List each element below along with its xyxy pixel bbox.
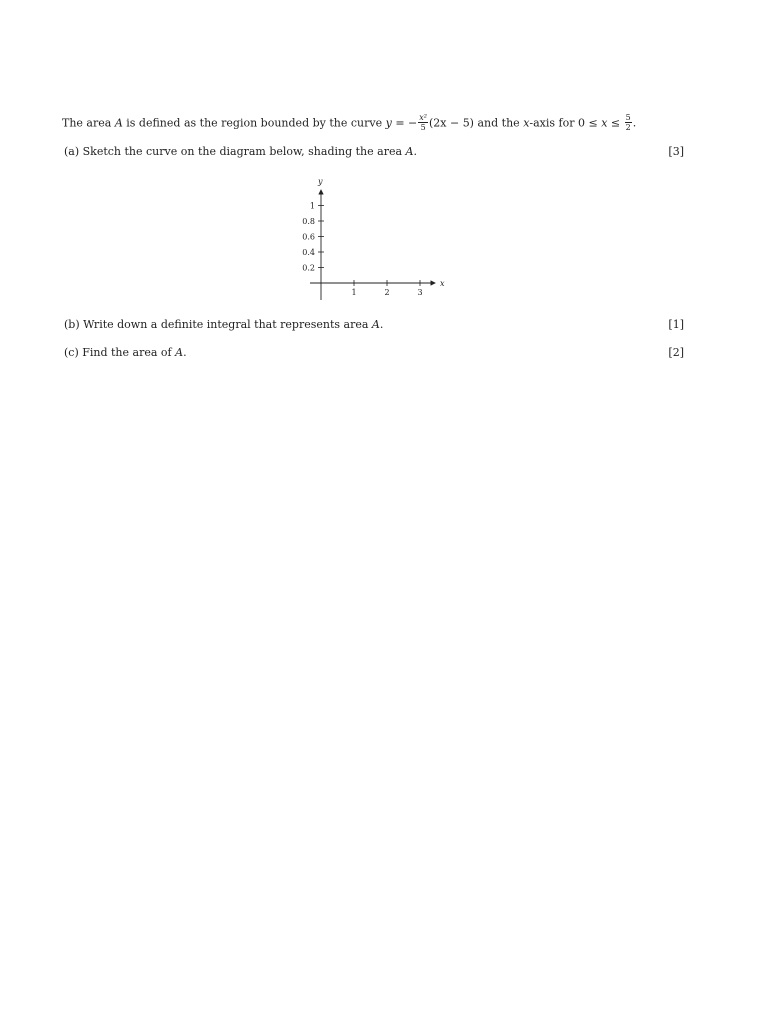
- fraction-numerator: x²: [419, 113, 427, 122]
- question-b-text: (b) Write down a definite integral that represents area: [64, 318, 372, 331]
- question-b-end: .: [379, 318, 384, 331]
- y-tick-label: 1: [309, 201, 315, 211]
- fraction-numerator: 5: [625, 113, 631, 122]
- question-a-text: (a) Sketch the curve on the diagram below, shading the area: [64, 145, 406, 158]
- marks-c: [2]: [668, 346, 684, 359]
- fraction-denominator: 2: [625, 123, 631, 132]
- fraction-denominator: 5: [420, 123, 426, 132]
- x-tick-label: 1: [351, 288, 357, 297]
- paren-expression: (2x − 5): [428, 116, 474, 130]
- x-axis-label: x: [440, 279, 445, 288]
- axes-diagram: [280, 172, 460, 302]
- x-variable: x: [523, 116, 530, 130]
- y-axis-label: y: [318, 177, 323, 186]
- var-a: A: [114, 116, 123, 130]
- intro-text-2: is defined as the region bounded by the curve: [122, 116, 386, 130]
- x-variable-2: x: [601, 116, 608, 130]
- y-tick-label: 0.2: [302, 263, 315, 273]
- y-tick-label: 0.4: [302, 248, 315, 257]
- question-c-end: .: [183, 346, 187, 359]
- intro-text-1: The area: [62, 116, 115, 130]
- fraction-5-over-2: [625, 113, 632, 132]
- intro-end: .: [632, 116, 637, 130]
- y-equals: y = −: [385, 116, 418, 130]
- x-ticks: [351, 280, 422, 297]
- axes-svg: [280, 172, 460, 302]
- intro-text-3: and the: [473, 116, 524, 130]
- problem-statement: [62, 114, 636, 133]
- fraction-x2-over-5: [418, 113, 428, 132]
- question-b: [64, 318, 383, 331]
- y-tick-label: 0.8: [302, 217, 315, 226]
- y-tick-label: 0.6: [302, 232, 315, 242]
- x-tick-label: 2: [384, 288, 390, 297]
- var-a: A: [371, 318, 380, 331]
- var-a: A: [405, 145, 414, 158]
- intro-text-4: -axis for 0 ≤: [529, 116, 602, 130]
- question-c: [64, 346, 187, 359]
- marks-a: [3]: [668, 145, 684, 158]
- question-a-end: .: [413, 145, 417, 158]
- question-c-text: (c) Find the area of: [64, 346, 176, 359]
- leq-symbol: ≤: [607, 116, 624, 130]
- x-tick-label: 3: [417, 288, 423, 297]
- marks-b: [1]: [668, 318, 684, 331]
- question-a: [64, 145, 417, 158]
- var-a: A: [175, 346, 184, 359]
